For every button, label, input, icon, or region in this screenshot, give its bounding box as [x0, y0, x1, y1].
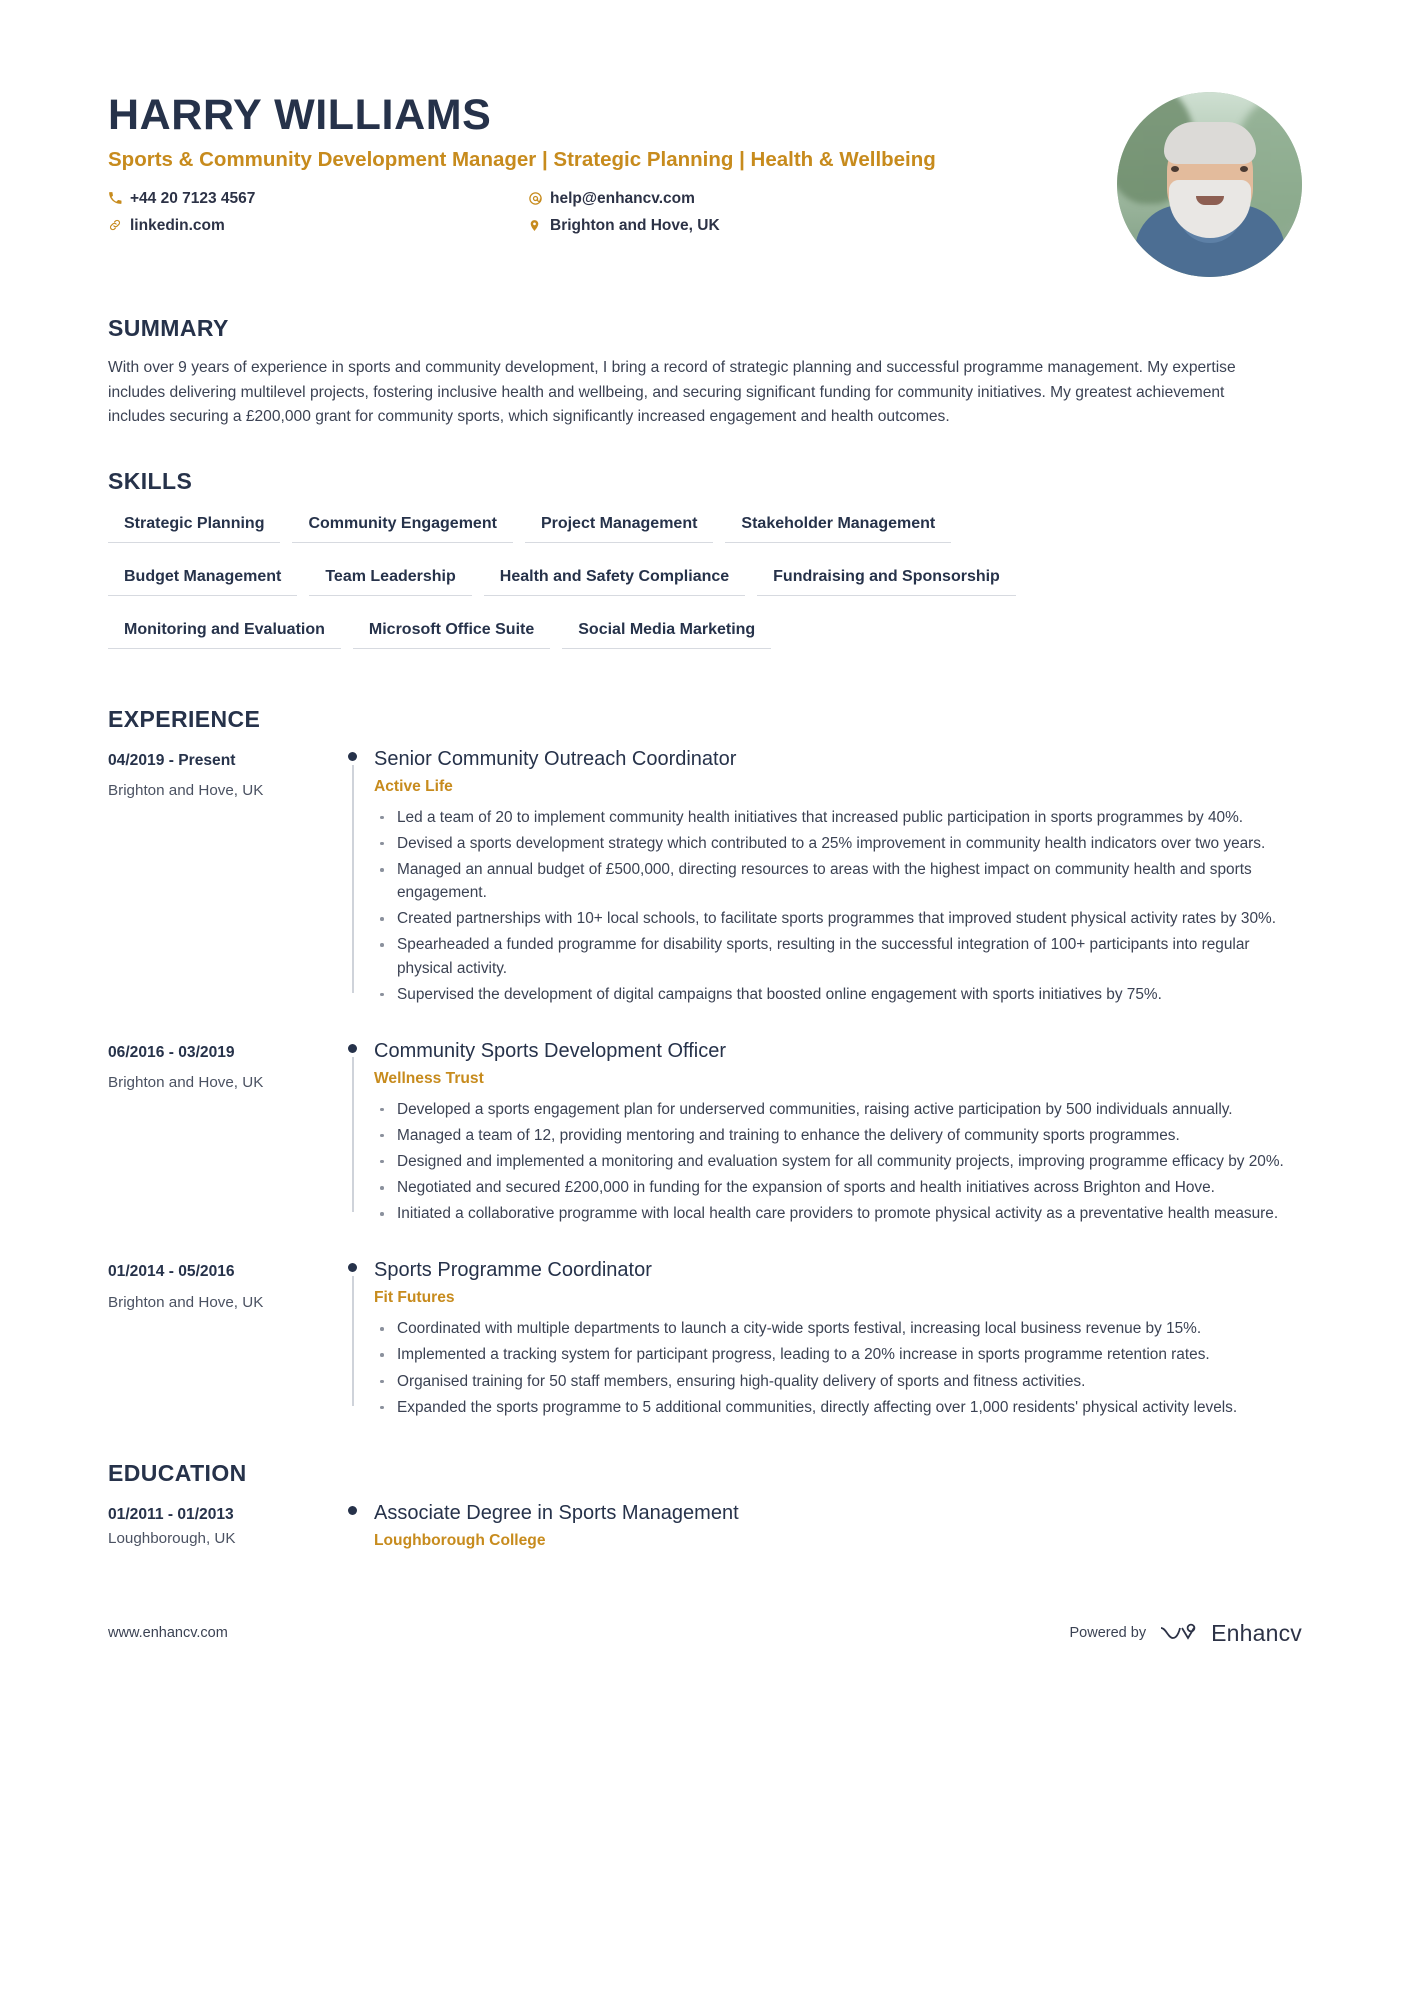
location-icon: [528, 218, 550, 233]
list-item: Coordinated with multiple departments to launch a city-wide sports festival, increasing local business revenue by 15%.: [374, 1317, 1292, 1340]
list-item: Managed a team of 12, providing mentoring and training to enhance the delivery of community sports programmes.: [374, 1124, 1292, 1147]
list-item: Expanded the sports programme to 5 additional communities, directly affecting over 1,000 residents' physical activity levels.: [374, 1396, 1292, 1419]
skill-row: [108, 562, 1302, 615]
resume-footer: [108, 1620, 1302, 1681]
list-item: Initiated a collaborative programme with local health care providers to promote physical activity as a preventative health measure.: [374, 1202, 1292, 1225]
timeline-dot: [348, 1263, 357, 1272]
experience-body: [374, 1039, 1302, 1229]
experience-location: Brighton and Hove, UK: [108, 1074, 264, 1092]
experience-location: Brighton and Hove, UK: [108, 782, 264, 800]
education-location: Loughborough, UK: [108, 1530, 236, 1548]
contact-location-text: Brighton and Hove, UK: [550, 216, 720, 234]
education-degree: Associate Degree in Sports Management: [374, 1501, 739, 1524]
timeline-rail: [336, 747, 374, 1009]
enhancv-logo: [1158, 1620, 1302, 1647]
timeline-rail: [336, 1501, 374, 1550]
section-education: [108, 1460, 1302, 1550]
experience-date: 04/2019 - Present: [108, 751, 236, 769]
education-entry: [108, 1501, 1302, 1550]
contact-list: [108, 185, 948, 239]
contact-email-text: help@enhancv.com: [550, 189, 695, 207]
experience-meta: [108, 747, 336, 1009]
list-item: Created partnerships with 10+ local schools, to facilitate sports programmes that improved student physical activity rates by 30%.: [374, 907, 1292, 930]
timeline-line: [352, 1276, 354, 1405]
skill-chip: Fundraising and Sponsorship: [757, 562, 1016, 596]
education-heading: EDUCATION: [108, 1459, 247, 1486]
contact-phone-text: +44 20 7123 4567: [130, 189, 256, 207]
education-date: 01/2011 - 01/2013: [108, 1505, 234, 1523]
experience-entry: [108, 1258, 1302, 1421]
skill-chip: Team Leadership: [309, 562, 471, 596]
experience-entry: [108, 1039, 1302, 1229]
experience-entry: [108, 747, 1302, 1009]
skills-list: [108, 509, 1302, 668]
timeline-dot: [348, 1506, 357, 1515]
timeline-dot: [348, 752, 357, 761]
list-item: Supervised the development of digital campaigns that boosted online engagement with sports initiatives by 75%.: [374, 983, 1292, 1006]
contact-location[interactable]: [528, 212, 948, 239]
phone-icon: [108, 191, 130, 205]
experience-bullets: [374, 1317, 1292, 1418]
skill-chip: Microsoft Office Suite: [353, 615, 550, 649]
experience-job-title: Senior Community Outreach Coordinator: [374, 747, 737, 770]
skill-chip: Community Engagement: [292, 509, 512, 543]
skill-chip: Strategic Planning: [108, 509, 280, 543]
list-item: Designed and implemented a monitoring and evaluation system for all community projects, improving programme efficacy by 20%.: [374, 1150, 1292, 1173]
experience-bullets: [374, 806, 1292, 1006]
skills-heading: SKILLS: [108, 467, 193, 494]
skill-chip: Health and Safety Compliance: [484, 562, 745, 596]
timeline-dot: [348, 1044, 357, 1053]
list-item: Devised a sports development strategy which contributed to a 25% improvement in community health indicators over two years.: [374, 832, 1292, 855]
timeline-rail: [336, 1258, 374, 1421]
contact-linkedin[interactable]: [108, 212, 528, 239]
summary-text: With over 9 years of experience in sports and community development, I bring a record of strategic planning and successful programme management. My expertise includes delivering multilevel projects, fostering inclusive health and wellbeing, and securing significant funding for community initiatives. My greatest achievement includes securing a £200,000 grant for community sports, which significantly increased engagement and health outcomes.: [108, 359, 1236, 426]
skill-chip: Stakeholder Management: [725, 509, 951, 543]
contact-email[interactable]: [528, 185, 948, 212]
education-body: [374, 1501, 1302, 1550]
experience-job-title: Sports Programme Coordinator: [374, 1259, 652, 1282]
powered-by-label: Powered by: [1069, 1625, 1147, 1642]
summary-heading: SUMMARY: [108, 315, 229, 341]
contact-linkedin-text: linkedin.com: [130, 216, 225, 234]
experience-date: 06/2016 - 03/2019: [108, 1043, 235, 1061]
list-item: Spearheaded a funded programme for disability sports, resulting in the successful integration of 100+ participants into regular physical activity.: [374, 933, 1292, 979]
skill-chip: Project Management: [525, 509, 713, 543]
avatar: [1117, 92, 1302, 277]
section-experience: [108, 706, 1302, 1422]
experience-meta: [108, 1258, 336, 1421]
experience-body: [374, 1258, 1302, 1421]
footer-branding: [1070, 1620, 1303, 1647]
experience-company: Fit Futures: [374, 1289, 455, 1307]
section-skills: [108, 468, 1302, 668]
enhancv-mark-icon: [1158, 1621, 1202, 1645]
resume-header: [108, 70, 1302, 277]
experience-company: Active Life: [374, 777, 453, 795]
experience-company: Wellness Trust: [374, 1069, 484, 1087]
section-summary: [108, 315, 1302, 430]
experience-body: [374, 747, 1302, 1009]
experience-job-title: Community Sports Development Officer: [374, 1039, 726, 1062]
list-item: Organised training for 50 staff members, ensuring high-quality delivery of sports and fitness activities.: [374, 1370, 1292, 1393]
skill-row: [108, 509, 1302, 562]
education-institution: Loughborough College: [374, 1531, 546, 1549]
timeline-line: [352, 765, 354, 993]
link-icon: [108, 218, 130, 232]
experience-heading: EXPERIENCE: [108, 705, 261, 732]
education-meta: [108, 1501, 336, 1550]
timeline-rail: [336, 1039, 374, 1229]
professional-headline: Sports & Community Development Manager | Strategic Planning | Health & Wellbeing: [108, 148, 936, 172]
page-title: HARRY WILLIAMS: [108, 91, 492, 139]
experience-location: Brighton and Hove, UK: [108, 1293, 264, 1311]
skill-row: [108, 615, 1302, 668]
header-text-block: [108, 92, 1058, 239]
list-item: Managed an annual budget of £500,000, directing resources to areas with the highest impact on community health and sports engagement.: [374, 858, 1292, 904]
list-item: Implemented a tracking system for participant progress, leading to a 20% increase in sports programme retention rates.: [374, 1343, 1292, 1366]
experience-bullets: [374, 1098, 1292, 1226]
skill-chip: Social Media Marketing: [562, 615, 771, 649]
experience-meta: [108, 1039, 336, 1229]
brand-name: Enhancv: [1211, 1619, 1302, 1646]
skill-chip: Monitoring and Evaluation: [108, 615, 341, 649]
contact-phone[interactable]: [108, 185, 528, 212]
skill-chip: Budget Management: [108, 562, 297, 596]
experience-date: 01/2014 - 05/2016: [108, 1263, 235, 1281]
email-icon: [528, 191, 550, 206]
list-item: Negotiated and secured £200,000 in funding for the expansion of sports and health initiatives across Brighton and Hove.: [374, 1176, 1292, 1199]
timeline-line: [352, 1057, 354, 1213]
list-item: Led a team of 20 to implement community health initiatives that increased public participation in sports programmes by 40%.: [374, 806, 1292, 829]
list-item: Developed a sports engagement plan for underserved communities, raising active participation by 500 individuals annually.: [374, 1098, 1292, 1121]
footer-website[interactable]: www.enhancv.com: [108, 1625, 228, 1642]
